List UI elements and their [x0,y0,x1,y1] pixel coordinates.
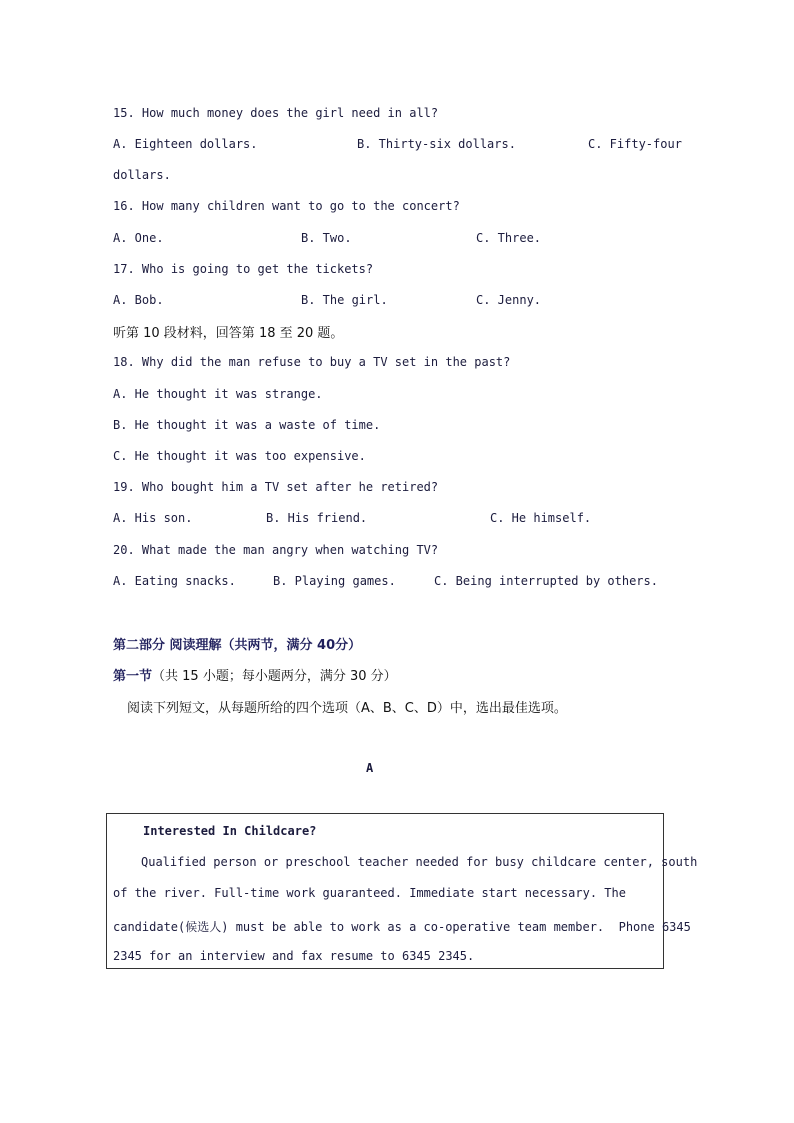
listening-instruction: 听第 10 段材料，回答第 18 至 20 题。 [113,326,344,341]
question-18: 18. Why did the man refuse to buy a TV set in the past? [113,355,511,369]
option-19c[interactable]: C. He himself. [490,511,592,525]
ad-line-4: 2345 for an interview and fax resume to 6345 2345. [113,949,475,963]
option-15c-continued: dollars. [113,168,171,182]
option-20c[interactable]: C. Being interrupted by others. [434,574,658,588]
section1-label: 第一节 [113,669,153,684]
option-15b[interactable]: B. Thirty-six dollars. [357,137,516,151]
option-19b[interactable]: B. His friend. [266,511,368,525]
option-15c[interactable]: C. Fifty-four [588,137,682,151]
childcare-ad-box [106,813,698,969]
option-17a[interactable]: A. Bob. [113,293,164,307]
section1-detail: （共 15 小题；每小题两分，满分 30 分） [152,669,397,684]
ad-line-3: candidate(候选人) must be able to work as a co-operative team member. Phone 6345 [113,920,691,934]
option-16c[interactable]: C. Three. [476,231,542,245]
option-17b[interactable]: B. The girl. [301,293,388,307]
ad-line-1: Qualified person or preschool teacher needed for busy childcare center, south [141,855,698,869]
ad-title: Interested In Childcare? [143,824,317,838]
reading-instruction: 阅读下列短文，从每题所给的四个选项（A、B、C、D）中，选出最佳选项。 [127,701,567,716]
option-19a[interactable]: A. His son. [113,511,193,525]
option-16a[interactable]: A. One. [113,231,164,245]
option-17c[interactable]: C. Jenny. [476,293,542,307]
question-20: 20. What made the man angry when watching TV? [113,543,439,557]
option-18b[interactable]: B. He thought it was a waste of time. [113,418,381,432]
question-17: 17. Who is going to get the tickets? [113,262,374,276]
option-18a[interactable]: A. He thought it was strange. [113,387,323,401]
ad-line-2: of the river. Full-time work guaranteed. Immediate start necessary. The [113,886,626,900]
passage-label: A [366,761,374,775]
question-19: 19. Who bought him a TV set after he retired? [113,480,439,494]
option-15a[interactable]: A. Eighteen dollars. [113,137,258,151]
option-18c[interactable]: C. He thought it was too expensive. [113,449,366,463]
section1-heading [113,665,397,684]
option-20b[interactable]: B. Playing games. [273,574,396,588]
option-16b[interactable]: B. Two. [301,231,352,245]
question-16: 16. How many children want to go to the concert? [113,199,460,213]
option-20a[interactable]: A. Eating snacks. [113,574,236,588]
question-15: 15. How much money does the girl need in all? [113,106,439,120]
part2-heading: 第二部分 阅读理解（共两节，满分 40分） [113,638,362,653]
